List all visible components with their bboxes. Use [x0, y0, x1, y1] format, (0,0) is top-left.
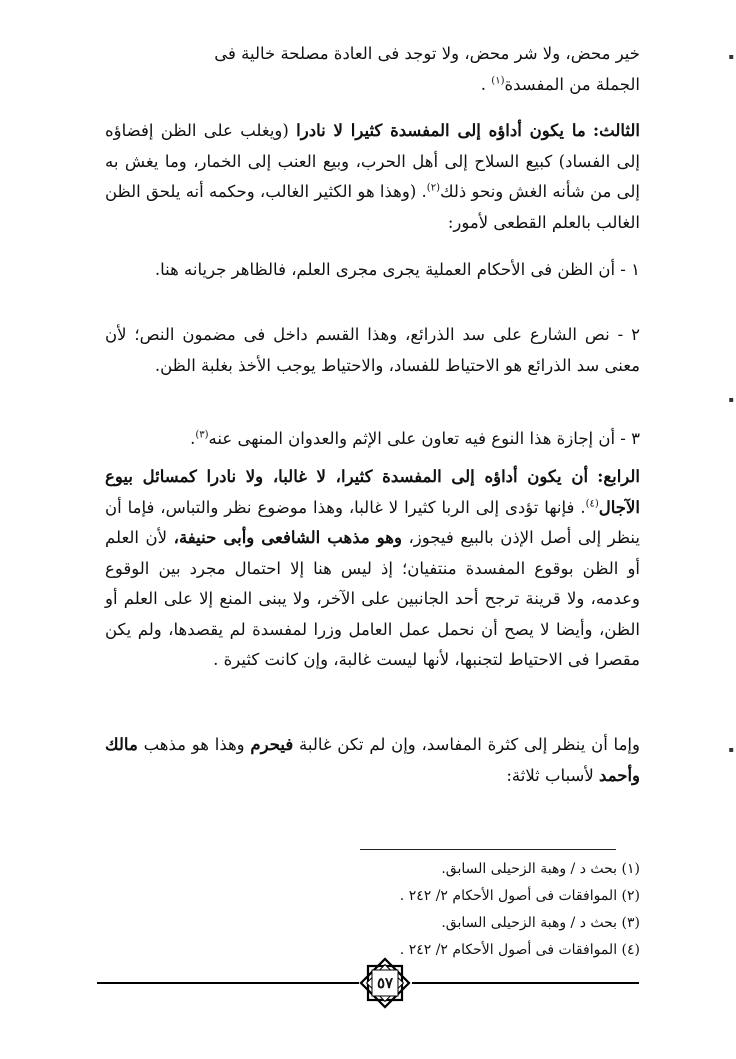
footnote: (١) بحث د / وهبة الزحيلى السابق.	[441, 861, 640, 877]
footnote: (٢) الموافقات فى أصول الأحكام ٢/ ٢٤٢ .	[399, 888, 640, 904]
footnote-ref: (١)	[491, 75, 505, 86]
list-item	[105, 255, 640, 286]
final-paragraph	[105, 730, 640, 791]
fourth-label: الرابع:	[597, 467, 640, 486]
third-heading: ما يكون أداؤه إلى المفسدة كثيرا لا نادرا	[296, 121, 586, 140]
bottom-rule-right	[412, 982, 639, 984]
intro-line-1: خير محض، ولا شر محض، ولا توجد فى العادة مصلحة خالية فى	[214, 44, 640, 63]
item-text: أن الظن فى الأحكام العملية يجرى مجرى العلم، فالظاهر جريانه هنا.	[154, 260, 616, 279]
footnote-ref: (٣)	[195, 429, 209, 441]
item-number: ٣ -	[620, 429, 640, 448]
footnote-ref: (٢)	[426, 182, 440, 194]
item-number: ١ -	[620, 260, 640, 279]
final-bold-1: فيحرم	[250, 735, 294, 754]
third-text-2: . (وهذا هو الكثير الغالب، وحكمه أنه يلحق الظن الغالب بالعلم القطعى لأمور:	[105, 182, 640, 232]
fourth-bold-1: وهو مذهب الشافعى وأبى حنيفة،	[173, 528, 402, 547]
intro-line-2: الجملة من المفسدة	[504, 74, 640, 94]
third-paragraph	[105, 116, 640, 238]
item-text: نص الشارع على سد الذرائع، وهذا القسم داخل فى مضمون النص؛ لأن معنى سد الذرائع هو الاحتياط للفساد، والاحتياط يوجب الأخذ بغلبة الظن.	[105, 325, 640, 375]
third-text-1: (ويغلب على الظن إفضاؤه إلى الفساد) كبيع السلاح إلى أهل الحرب، وبيع العنب إلى الخمار، وما يغش به إلى من شأنه الغش ونحو ذلك	[105, 121, 640, 201]
fourth-heading: أن يكون أداؤه إلى المفسدة كثيرا، لا غالبا، ولا نادرا كمسائل بيوع الآجال	[105, 467, 640, 517]
fourth-text-1: . فإنها تؤدى إلى الربا كثيرا لا غالبا، وهذا موضوع نظر والتباس، فإما أن ينظر إلى أصل الإذن بالبيع فيجوز،	[105, 497, 641, 547]
list-item	[105, 320, 640, 381]
third-label: الثالث:	[593, 121, 640, 140]
intro-paragraph	[105, 39, 640, 100]
fourth-paragraph	[105, 462, 640, 676]
bottom-rule-left	[97, 982, 359, 984]
page-number: ٥٧	[376, 974, 394, 992]
item-text: أن إجازة هذا النوع فيه تعاون على الإثم والعدوان المنهى عنه	[208, 429, 616, 448]
list-item	[105, 424, 640, 455]
page-number-ornament	[357, 955, 413, 1011]
final-text-3: لأسباب ثلاثة:	[506, 765, 594, 785]
footnote-separator	[360, 849, 616, 850]
page-edge-mark: ▪	[728, 52, 734, 61]
item-number: ٢ -	[617, 325, 640, 344]
item-end: .	[190, 429, 196, 448]
footnote-ref: (٤)	[585, 498, 599, 509]
page-edge-mark: ▪	[728, 745, 734, 754]
fourth-text-2: لأن العلم أو الظن بوقوع المفسدة منتفيان؛ إذ ليس هنا إلا احتمال مجرد بين الوقوع وعدمه، ولا قرينة ترجح أحد الجانبين على الآخر، ولا يبنى المنع إلا على العلم أو الظن، وأيضا لا يصح أن نحمل عمل العامل وزرا لمفسدة لم يقصدها، ولم يكن مقصرا فى الاحتياط لتجنبها، لأنها ليست غالبة، وإن كانت كثيرة .	[105, 528, 640, 669]
intro-line-2-end: .	[480, 74, 487, 94]
page-edge-mark: ▪	[728, 395, 734, 404]
footnote: (٤) الموافقات فى أصول الأحكام ٢/ ٢٤٢ .	[399, 942, 640, 958]
footnote: (٣) بحث د / وهبة الزحيلى السابق.	[441, 915, 640, 931]
final-text-2: وهذا هو مذهب	[143, 735, 245, 754]
final-text-1: وإما أن ينظر إلى كثرة المفاسد، وإن لم تكن غالبة	[299, 735, 640, 754]
final-bold-2: مالك وأحمد	[105, 735, 640, 785]
